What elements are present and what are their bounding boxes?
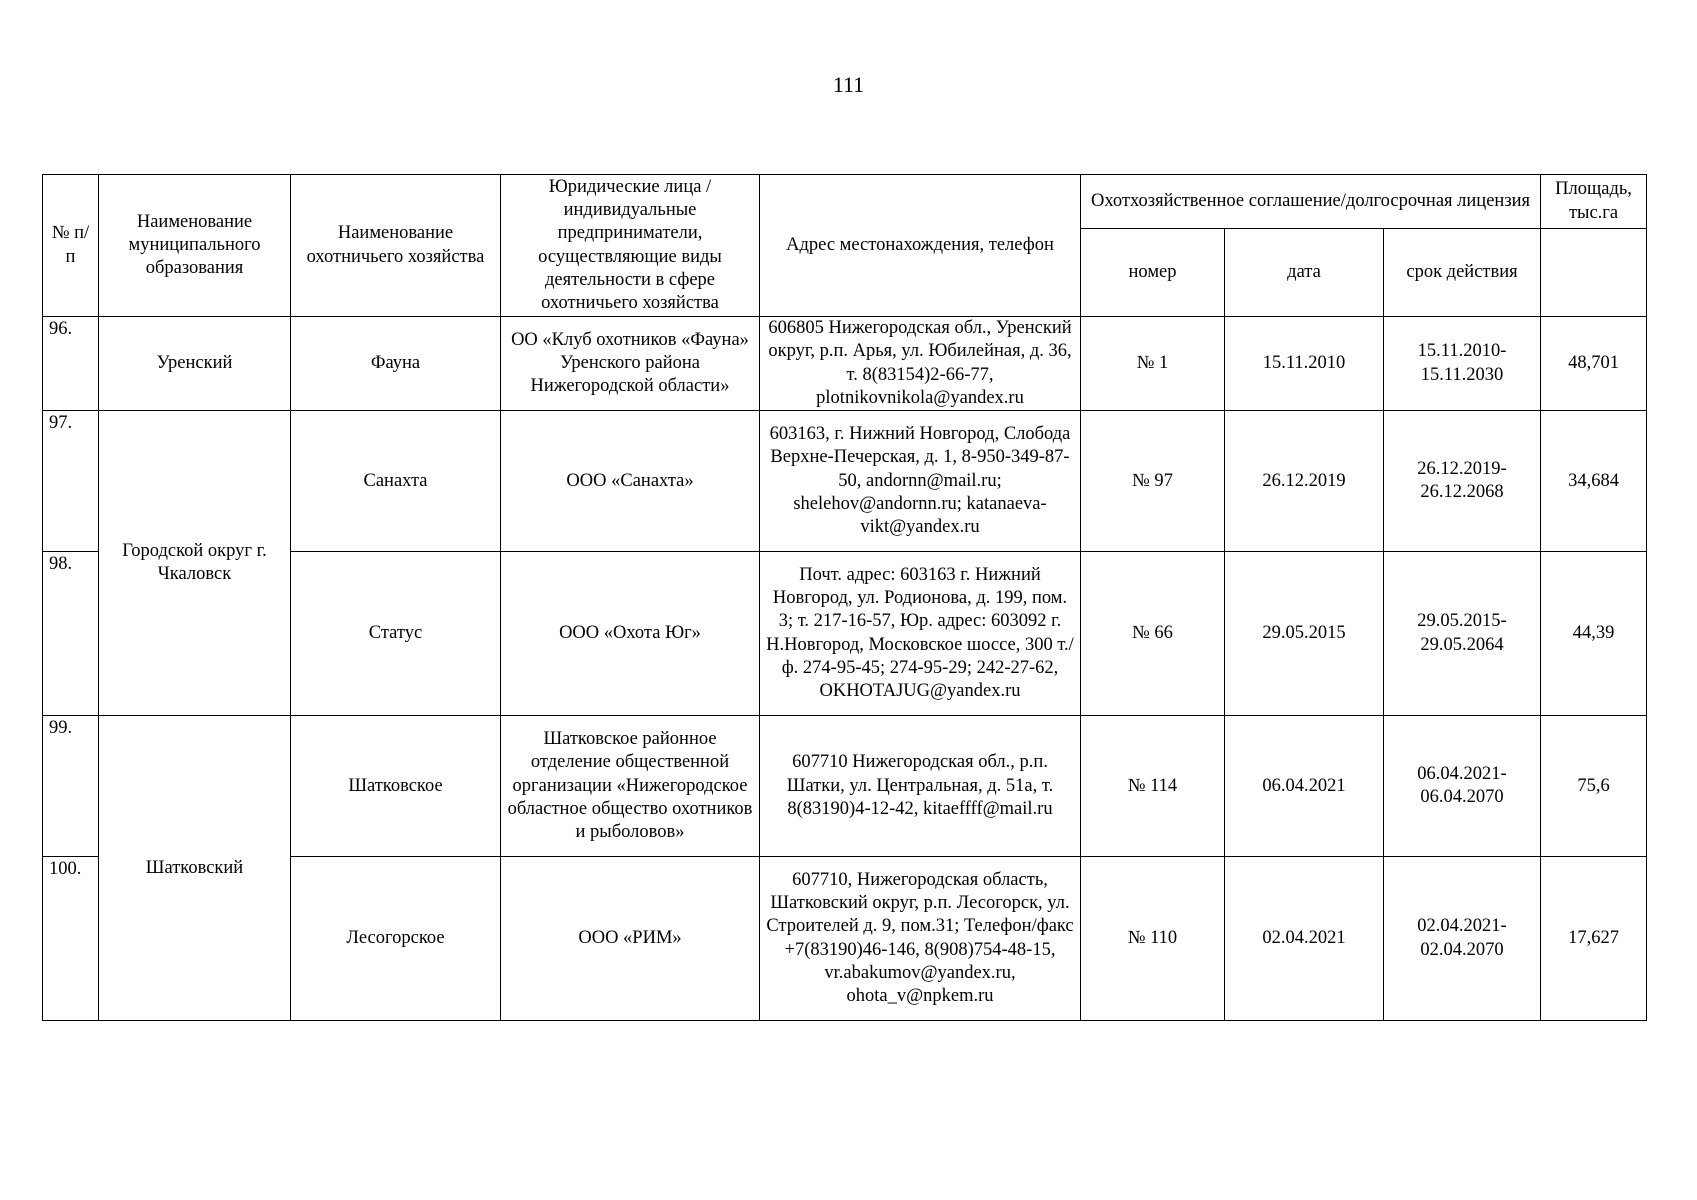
header-num: № п/п: [43, 175, 99, 317]
row-num: 96.: [43, 317, 99, 411]
address-cell: 603163, г. Нижний Новгород, Слобода Верхне-Печерская, д. 1, 8-950-349-87-50, andornn@mail.ru; shelehov@andornn.ru; katanaeva-vikt@yandex.ru: [760, 411, 1081, 552]
agreement-number-cell: № 66: [1081, 552, 1225, 716]
agreement-date-cell: 02.04.2021: [1225, 857, 1384, 1021]
header-hunting-farm: Наименование охотничьего хозяйства: [291, 175, 501, 317]
header-address: Адрес местонахождения, телефон: [760, 175, 1081, 317]
agreement-term-cell: 29.05.2015-29.05.2064: [1384, 552, 1541, 716]
hunting-farm-cell: Шатковское: [291, 716, 501, 857]
header-agreement: Охотхозяйственное соглашение/долгосрочная лицензия: [1081, 175, 1541, 229]
row-num: 99.: [43, 716, 99, 857]
hunting-farm-cell: Фауна: [291, 317, 501, 411]
header-area-empty: [1541, 229, 1647, 317]
agreement-date-cell: 29.05.2015: [1225, 552, 1384, 716]
hunting-farm-cell: Санахта: [291, 411, 501, 552]
agreement-number-cell: № 110: [1081, 857, 1225, 1021]
header-municipality: Наименование муниципального образования: [99, 175, 291, 317]
area-cell: 44,39: [1541, 552, 1647, 716]
row-num: 98.: [43, 552, 99, 716]
header-agreement-number: номер: [1081, 229, 1225, 317]
address-cell: 606805 Нижегородская обл., Уренский округ, р.п. Арья, ул. Юбилейная, д. 36, т. 8(83154)2-66-77, plotnikovnikola@yandex.ru: [760, 317, 1081, 411]
agreement-term-cell: 26.12.2019-26.12.2068: [1384, 411, 1541, 552]
row-num: 100.: [43, 857, 99, 1021]
header-agreement-term: срок действия: [1384, 229, 1541, 317]
agreement-term-cell: 02.04.2021-02.04.2070: [1384, 857, 1541, 1021]
agreement-number-cell: № 1: [1081, 317, 1225, 411]
entity-cell: Шатковское районное отделение общественной организации «Нижегородское областное общество охотников и рыболовов»: [501, 716, 760, 857]
agreement-date-cell: 06.04.2021: [1225, 716, 1384, 857]
area-cell: 34,684: [1541, 411, 1647, 552]
header-entities: Юридические лица / индивидуальные предприниматели, осуществляющие виды деятельности в сфере охотничьего хозяйства: [501, 175, 760, 317]
area-cell: 48,701: [1541, 317, 1647, 411]
hunting-farm-cell: Лесогорское: [291, 857, 501, 1021]
header-agreement-date: дата: [1225, 229, 1384, 317]
address-cell: Почт. адрес: 603163 г. Нижний Новгород, ул. Родионова, д. 199, пом. 3; т. 217-16-57, Юр. адрес: 603092 г. Н.Новгород, Московское шоссе, 300 т./ф. 274-95-45; 274-95-29; 242-27-62, OKHOTAJUG@yandex.ru: [760, 552, 1081, 716]
agreement-term-cell: 15.11.2010-15.11.2030: [1384, 317, 1541, 411]
area-cell: 75,6: [1541, 716, 1647, 857]
entity-cell: ООО «РИМ»: [501, 857, 760, 1021]
hunting-farm-cell: Статус: [291, 552, 501, 716]
agreement-number-cell: № 114: [1081, 716, 1225, 857]
entity-cell: ООО «Санахта»: [501, 411, 760, 552]
municipality-cell: Городской округ г. Чкаловск: [99, 411, 291, 716]
row-num: 97.: [43, 411, 99, 552]
page-number: 111: [832, 72, 865, 97]
municipality-cell: Уренский: [99, 317, 291, 411]
address-cell: 607710, Нижегородская область, Шатковский округ, р.п. Лесогорск, ул. Строителей д. 9, пом.31; Телефон/факс +7(83190)46-146, 8(908)754-48-15, vr.abakumov@yandex.ru, ohota_v@npkem.ru: [760, 857, 1081, 1021]
agreement-date-cell: 26.12.2019: [1225, 411, 1384, 552]
table-row: [43, 317, 1647, 411]
hunting-registry-table: [42, 174, 1647, 1021]
table-row: [43, 716, 1647, 857]
agreement-term-cell: 06.04.2021-06.04.2070: [1384, 716, 1541, 857]
area-cell: 17,627: [1541, 857, 1647, 1021]
header-area: Площадь, тыс.га: [1541, 175, 1647, 229]
entity-cell: ОО «Клуб охотников «Фауна» Уренского района Нижегородской области»: [501, 317, 760, 411]
entity-cell: ООО «Охота Юг»: [501, 552, 760, 716]
agreement-number-cell: № 97: [1081, 411, 1225, 552]
agreement-date-cell: 15.11.2010: [1225, 317, 1384, 411]
municipality-cell: Шатковский: [99, 716, 291, 1021]
address-cell: 607710 Нижегородская обл., р.п. Шатки, ул. Центральная, д. 51а, т. 8(83190)4-12-42, kitaeffff@mail.ru: [760, 716, 1081, 857]
table-row: [43, 411, 1647, 552]
